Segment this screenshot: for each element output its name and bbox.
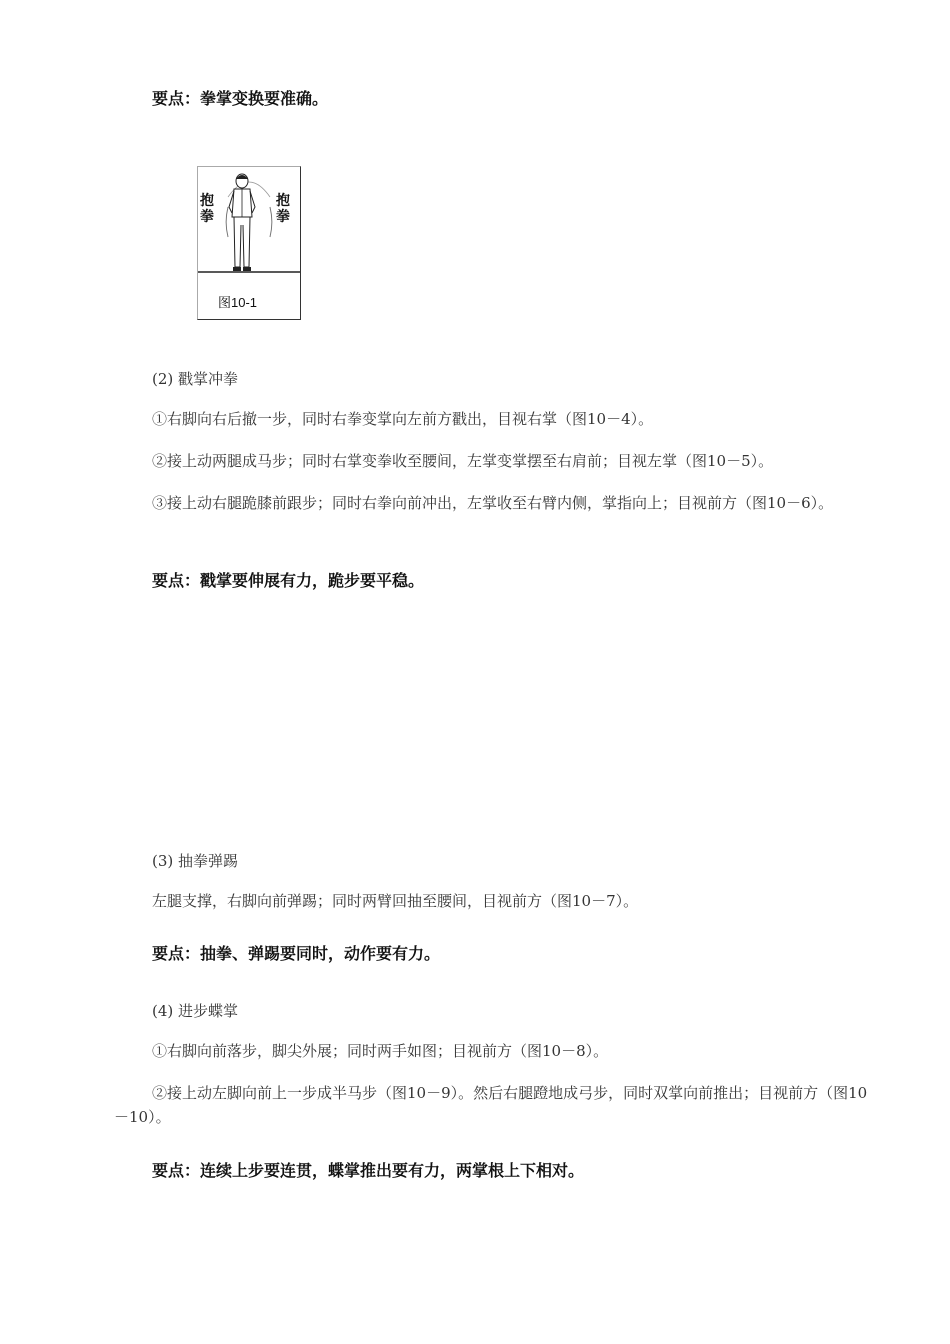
section-2-title: (2) 戳掌冲拳 [152, 370, 239, 388]
figure-right-label: 抱拳 [276, 193, 290, 225]
section-3-paragraph-1: 左腿支撑，右脚向前弹踢；同时两臂回抽至腰间，目视前方（图10－7）。 [152, 892, 639, 910]
standing-figure-illustration [198, 167, 300, 287]
section-4-paragraph-2: ②接上动左脚向前上一步成半马步（图10－9）。然后右腿蹬地成弓步，同时双掌向前推出；目视前方（图10－10）。 [114, 1084, 868, 1126]
section-2-paragraph-2: ②接上动两腿成马步；同时右掌变拳收至腰间，左掌变掌摆至右肩前；目视左掌（图10－5）。 [152, 452, 774, 470]
section-3-title: (3) 抽拳弹踢 [152, 852, 239, 870]
section-2-paragraph-1: ①右脚向右后撤一步，同时右拳变掌向左前方戳出，目视右掌（图10－4）。 [152, 410, 654, 428]
section-4-paragraph-1: ①右脚向前落步，脚尖外展；同时两手如图；目视前方（图10－8）。 [152, 1042, 609, 1060]
figure-caption: 图10-1 [218, 295, 258, 310]
figure-10-1 [197, 166, 301, 320]
figure-left-label: 抱拳 [200, 193, 214, 225]
section-2-paragraph-3: ③接上动右腿跪膝前跟步；同时右拳向前冲出，左掌收至右臂内侧，掌指向上；目视前方（图10－6）。 [152, 494, 834, 512]
tip-4: 要点：连续上步要连贯，蝶掌推出要有力，两掌根上下相对。 [152, 1161, 585, 1180]
tip-3: 要点：抽拳、弹踢要同时，动作要有力。 [152, 944, 441, 963]
tip-1: 要点：拳掌变换要准确。 [152, 89, 329, 108]
tip-2: 要点：戳掌要伸展有力，跪步要平稳。 [152, 571, 425, 590]
section-4-title: (4) 进步蝶掌 [152, 1002, 239, 1020]
